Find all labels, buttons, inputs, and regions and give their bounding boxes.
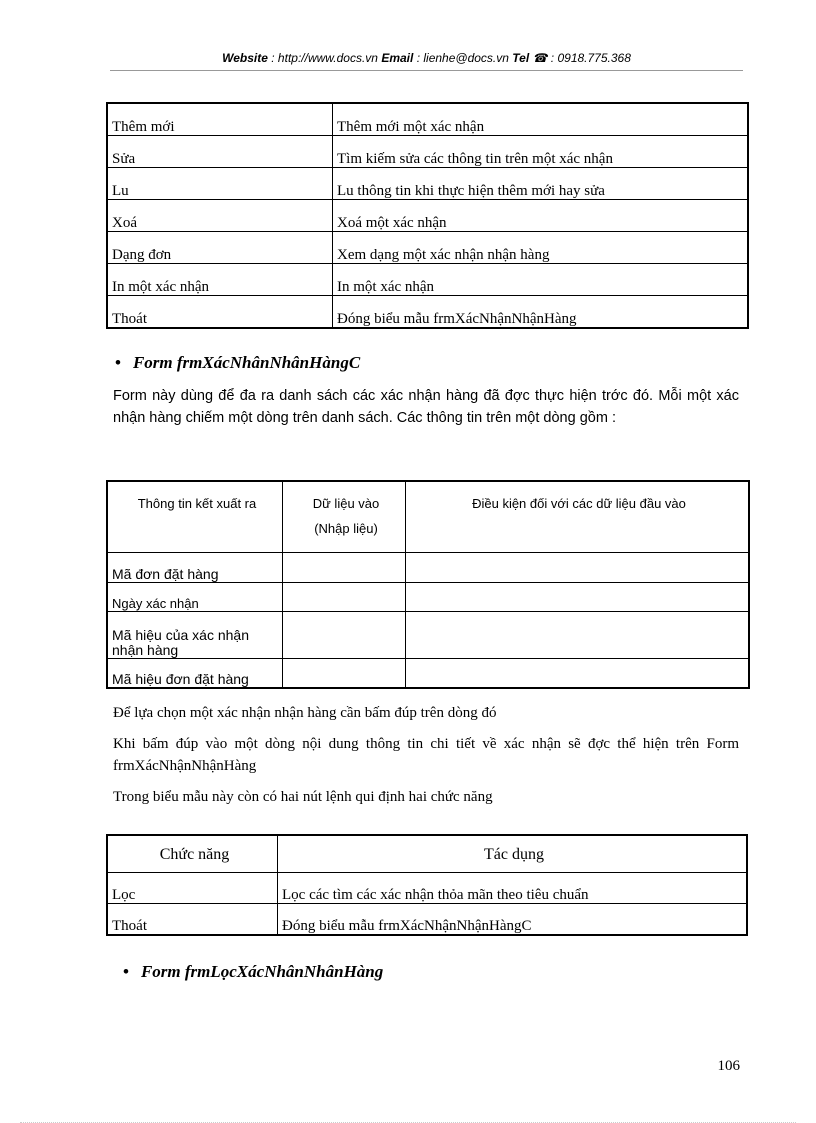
table-row (107, 659, 749, 689)
table-cell (406, 583, 750, 612)
function-table (106, 102, 749, 329)
table-row (107, 232, 748, 264)
table-cell: Dạng đơn (107, 232, 333, 264)
table-cell: In một xác nhận (107, 264, 333, 296)
section-paragraph: Form này dùng để đa ra danh sách các xác nhận hàng đã đợc thực hiện trớc đó. Mỗi một xác nhận hàng chiếm một dòng trên danh sách. Các thông tin trên một dòng gồm : (113, 388, 739, 426)
table-cell: Xem dạng một xác nhận nhận hàng (333, 232, 749, 264)
section-heading-2 (123, 962, 383, 982)
table-row (107, 168, 748, 200)
website-url: : http://www.docs.vn (271, 51, 378, 65)
output-info-table (106, 480, 750, 689)
table-row (107, 103, 748, 136)
website-label: Website (222, 51, 268, 65)
table-cell (406, 553, 750, 583)
table-cell: Lu thông tin khi thực hiện thêm mới hay sửa (333, 168, 749, 200)
section-title: Form frmLọcXácNhânNhânHàng (140, 962, 384, 981)
section-title: Form frmXácNhânNhânHàngC (132, 353, 361, 372)
paragraph-select: Để lựa chọn một xác nhận nhận hàng cần bấm đúp trên dòng đó (113, 705, 497, 721)
table-cell: Tìm kiếm sửa các thông tin trên một xác nhận (333, 136, 749, 168)
table-cell: Mã hiệu của xác nhận nhận hàng (107, 612, 283, 659)
section-heading-1 (115, 353, 360, 373)
table-cell: Thoát (107, 296, 333, 329)
table-cell: Xoá một xác nhận (333, 200, 749, 232)
table-row (107, 200, 748, 232)
page-number: 106 (717, 1058, 740, 1074)
table-cell: Thêm mới một xác nhận (333, 103, 749, 136)
button-function-table (106, 834, 748, 936)
table-header-row (107, 835, 747, 873)
bullet-icon: • (123, 962, 129, 981)
table-cell: Lu (107, 168, 333, 200)
table-cell: Đóng biểu mẫu frmXácNhậnNhậnHàng (333, 296, 749, 329)
paragraph-buttons: Trong biểu mẫu này còn có hai nút lệnh qui định hai chức năng (113, 789, 493, 805)
table-cell (283, 583, 406, 612)
header-cell: Chức năng (107, 835, 278, 873)
table-row (107, 583, 749, 612)
header-line: (Nhập liệu) (314, 521, 378, 536)
table-cell: Lọc các tìm các xác nhận thỏa mãn theo tiêu chuẩn (278, 873, 748, 904)
table-cell: Mã đơn đặt hàng (107, 553, 283, 583)
table-cell: Xoá (107, 200, 333, 232)
header-line: Dữ liệu vào (312, 496, 380, 511)
table-row (107, 873, 747, 904)
header-cell: Tác dụng (278, 835, 748, 873)
table-row (107, 612, 749, 659)
table-cell: Thoát (107, 904, 278, 936)
table-cell: Ngày xác nhận (107, 583, 283, 612)
table-cell: Đóng biểu mẫu frmXácNhậnNhậnHàngC (278, 904, 748, 936)
table-cell (283, 553, 406, 583)
table-row (107, 264, 748, 296)
table-row (107, 553, 749, 583)
table-cell (406, 612, 750, 659)
header-cell (283, 481, 406, 553)
table-cell: Sửa (107, 136, 333, 168)
table-row (107, 904, 747, 936)
table-cell: In một xác nhận (333, 264, 749, 296)
header-cell: Điều kiện đối với các dữ liệu đầu vào (406, 481, 750, 553)
header-cell: Thông tin kết xuất ra (107, 481, 283, 553)
table-cell: Mã hiệu đơn đặt hàng (107, 659, 283, 689)
tel-label: Tel (512, 51, 530, 65)
table-cell (283, 659, 406, 689)
table-cell: Lọc (107, 873, 278, 904)
header-divider (110, 70, 743, 71)
table-cell (406, 659, 750, 689)
tel-number: ☎ : 0918.775.368 (532, 51, 631, 65)
table-cell: Thêm mới (107, 103, 333, 136)
table-row (107, 296, 748, 329)
paragraph-doubleclick: Khi bấm đúp vào một dòng nội dung thông tin chi tiết về xác nhận sẽ đợc thể hiện trên Form frmXácNhậnNhậnHàng (113, 736, 739, 774)
table-header-row (107, 481, 749, 553)
email-label: Email (381, 51, 414, 65)
email-address: : lienhe@docs.vn (416, 51, 509, 65)
table-cell (283, 612, 406, 659)
table-row (107, 136, 748, 168)
bullet-icon: • (115, 353, 121, 372)
page-header (110, 51, 743, 65)
